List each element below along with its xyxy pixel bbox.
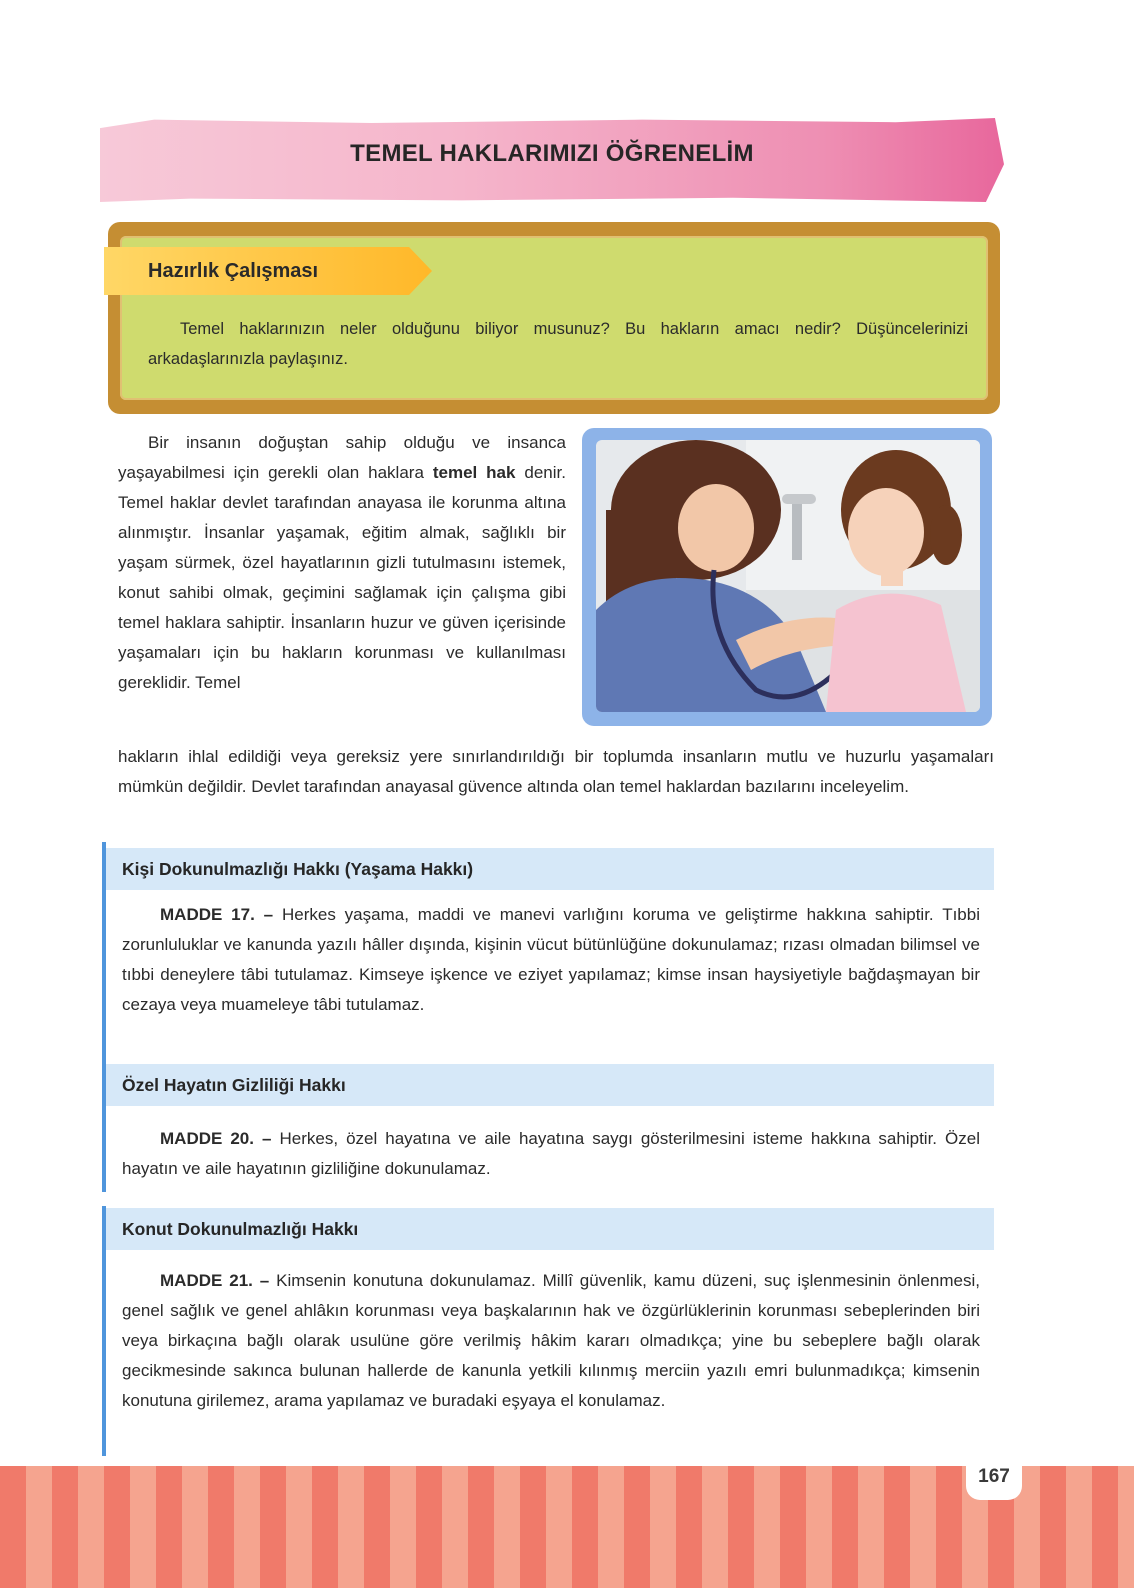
footer-stripes bbox=[0, 1466, 1134, 1588]
article-body: Kimsenin konutuna dokunulamaz. Millî güvenlik, kamu düzeni, suç işlenmesinin önlenmesi, genel sağlık ve genel ahlâkın korunması veya başkalarının hak ve özgürlüklerinin korunması sebeplerinden biri veya birkaçına bağlı olarak usulüne göre verilmiş hâkim kararı olmadıkça; yine bu sebeplere bağlı olarak gecikmesinde sakınca bulunan hallerde de kanunla yetkili kılınmış merciin yazılı emri bulunmadıkça; kimsenin konutuna girilemez, arama yapılamaz ve buradaki eşyaya el konulamaz. bbox=[122, 1271, 980, 1410]
article-text bbox=[122, 1124, 980, 1184]
prep-label: Hazırlık Çalışması bbox=[148, 260, 319, 282]
article-text bbox=[122, 1266, 980, 1416]
article-heading: Kişi Dokunulmazlığı Hakkı (Yaşama Hakkı) bbox=[122, 859, 474, 879]
photo-illustration bbox=[596, 440, 980, 712]
article-number: MADDE 17. – bbox=[160, 905, 274, 924]
page-number: 167 bbox=[978, 1466, 1010, 1487]
article-heading: Konut Dokunulmazlığı Hakkı bbox=[122, 1219, 359, 1239]
page-title: TEMEL HAKLARIMIZI ÖĞRENELİM bbox=[350, 140, 754, 167]
article-body: Herkes yaşama, maddi ve manevi varlığını koruma ve geliştirme hakkına sahiptir. Tıbbi zorunluluklar ve kanunda yazılı hâller dışında, kişinin vücut bütünlüğüne dokunulamaz; rızası olmadan bilimsel ve tıbbi deneylere tâbi tutulamaz. Kimseye işkence ve eziyet yapılamaz; kimse insan haysiyetiyle bağdaşmayan bir cezaya veya muameleye tâbi tutulamaz. bbox=[122, 905, 980, 1014]
doctor-child-photo bbox=[596, 440, 980, 712]
article-heading: Özel Hayatın Gizliliği Hakkı bbox=[122, 1075, 346, 1095]
article-body: Herkes, özel hayatına ve aile hayatına saygı gösterilmesini isteme hakkına sahiptir. Özel hayatın ve aile hayatının gizliliğine dokunulamaz. bbox=[122, 1129, 980, 1178]
intro-rest: denir. Temel haklar devlet tarafından anayasa ile korunma altına alınmıştır. İnsanlar yaşamak, eğitim almak, sağlıklı bir yaşam sürmek, özel hayatlarının gizli tutulmasını istemek, konut sahibi olmak, geçimini sağlamak için çalışma gibi temel haklara sahiptir. İnsanların huzur ve güven içerisinde yaşamaları için bu hakların korunması ve kullanılması gereklidir. Temel bbox=[118, 463, 566, 692]
intro-lead: Bir insanın doğuştan sahip olduğu ve insanca yaşayabilmesi için gerekli olan haklara bbox=[118, 433, 566, 482]
intro-paragraph bbox=[118, 428, 566, 698]
article-text bbox=[122, 900, 980, 1020]
intro-term: temel hak bbox=[432, 463, 516, 482]
intro-continuation: hakların ihlal edildiği veya gereksiz yere sınırlandırıldığı bir toplumda insanların mutlu ve huzurlu yaşamaları mümkün değildir. Devlet tarafından anayasal güvence altında olan temel haklardan bazılarını inceleyelim. bbox=[118, 747, 994, 796]
article-number: MADDE 20. – bbox=[160, 1129, 272, 1148]
prep-text: Temel haklarınızın neler olduğunu biliyor musunuz? Bu hakların amacı nedir? Düşüncelerinizi arkadaşlarınızla paylaşınız. bbox=[148, 320, 968, 368]
article-number: MADDE 21. – bbox=[160, 1271, 270, 1290]
